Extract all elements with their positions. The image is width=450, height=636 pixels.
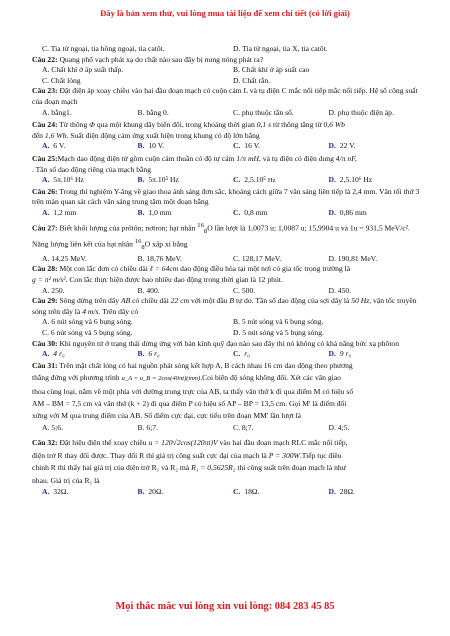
q32-label-c: C. (233, 486, 241, 496)
q24-value-c: 16 V. (244, 141, 261, 151)
q32-number: Câu 32: (32, 438, 58, 448)
q28-option-d: D. 450. (328, 285, 352, 295)
q27-number: Câu 27: (32, 223, 58, 233)
q24-text-3: từ thông tăng từ (273, 120, 322, 130)
q30-number: Câu 30: (32, 338, 58, 348)
q31-line-2b: .Coi biên độ sóng không đổi. Xét các vân giao (200, 373, 341, 383)
q29-options-row2 (32, 328, 424, 339)
q23-option-b: B. bằng 0. (137, 107, 169, 117)
q30-value-c: r₀ (244, 349, 250, 359)
q27-stem: Câu 27: Biết khối lượng của prôtôn; nơtron; hạt nhân $^{16}_8$O lần lượt là 1,0073 u; 1,0087 u; 15,9904 u và 1u = 931,5 MeV/c². Năng lượng liên kết của hạt nhân $^{16}_8$O xấp xỉ bằng (32, 221, 410, 252)
q25-unit-c: Hz (267, 177, 276, 185)
q25-options (32, 175, 424, 187)
q28-number: Câu 28: (32, 264, 58, 274)
q29-free-end: B (229, 296, 235, 306)
contact-footer: Mọi thắc mắc vui lòng xin vui lòng: 084 283 45 85 (115, 601, 335, 612)
q32-value-a: 32Ω. (53, 486, 69, 496)
q32-option-d (329, 487, 425, 498)
q24-flux-end: 1,6 Wb (44, 130, 67, 140)
q22-options-row1 (32, 65, 424, 76)
q22-option-a: A. Chất khí ở áp suất thấp. (42, 65, 124, 75)
q24-option-b (138, 141, 234, 152)
q30-stem (32, 339, 424, 350)
q28-text-1: Một con lắc đơn có chiều dài (59, 264, 148, 274)
q24-text-4: đến (32, 130, 43, 140)
q26-stem (32, 187, 424, 208)
q30-option-b (138, 349, 234, 360)
q25-value-a: 5π.10⁶ Hz (53, 175, 84, 185)
q27-option-d: D. 190,81 MeV. (328, 253, 378, 263)
q24-value-d: 22 V. (339, 141, 356, 151)
q30-label-d: D. (328, 349, 336, 359)
q30-option-c (233, 349, 329, 360)
q25-value-b: 5π.10⁵ Hz (148, 175, 179, 185)
q27-nucleus-1: O (207, 223, 213, 233)
preview-banner: Đây là bản xem thử, vui lòng mua tài liệu để xem chi tiết (có lời giải) (100, 8, 350, 18)
q24-label-d: D. (328, 141, 336, 151)
q26-option-d (329, 208, 425, 219)
q31-equation: u_A = u_B = 2cos(40πt)(mm) (121, 375, 201, 383)
q27-option-c: C. 128,17 MeV. (233, 253, 282, 263)
q28-option-c: C. 500. (233, 285, 256, 295)
q26-number: Câu 26: (32, 186, 58, 196)
q29-option-d: D. 5 nút sóng và 5 bụng sóng. (233, 327, 324, 337)
q29-text-1: Sóng dừng trên dây (59, 296, 120, 306)
q26-option-a (42, 208, 138, 219)
q22-option-b: B. Chất khí ở áp suất cao (233, 65, 310, 75)
q26-label-c: C. (233, 207, 241, 217)
q25-stem (32, 154, 424, 175)
q31-line-3: thoa cùng loại, nằm về một phía với đường trung trực của AB, ta thấy vân thứ k đi qua điểm M có hiệu số (32, 386, 354, 396)
q25-value-d: 2,5.10⁶ Hz (339, 175, 373, 185)
q32-text-2: vào hai đầu đoạn mạch RLC mắc nối tiếp, (219, 438, 348, 448)
q26-option-c (233, 208, 329, 219)
q29-stem (32, 296, 424, 317)
q28-gravity: g = π² m/s² (32, 274, 66, 284)
q28-stem (32, 264, 424, 285)
q29-text-4: tự do. Tần số dao động của sợi dây là (235, 296, 350, 306)
q29-text-5: vận tốc truyền sóng trên dây là (32, 296, 417, 316)
q30-option-a (42, 349, 138, 360)
q25-capacitance: 4/π nF, (335, 153, 357, 163)
q21-options (32, 44, 424, 55)
q23-options (32, 108, 424, 119)
q32-label-a: A. (42, 486, 50, 496)
q22-options-row2 (32, 76, 424, 87)
q24-options (32, 141, 424, 152)
q26-label-d: D. (328, 207, 336, 217)
q22-number: Câu 22: (32, 54, 58, 64)
q30-option-d (329, 349, 425, 360)
q30-text: Khi nguyên tử ở trạng thái dừng ứng với bán kính quỹ đạo nào sau đây thì nó không có khả năng bức xạ phôton (59, 338, 400, 348)
q23-option-d: D. phụ thuộc điện áp. (328, 107, 394, 117)
q29-string: AB (120, 296, 131, 306)
q28-option-a: A. 250. (42, 285, 65, 295)
q27-text-2: lần lượt là 1,0073 u; 1,0087 u; 15,9904 u và 1u = 931,5 MeV/c². Năng lượng liên kết của hạt nhân (32, 223, 410, 249)
q25-text-3: . Tần số dao động riêng của mạch bằng (32, 164, 152, 174)
q24-option-d (329, 141, 425, 152)
q31-option-c: C. 8;7. (233, 422, 254, 432)
q32-value-b: 20Ω. (148, 486, 164, 496)
q24-option-a (42, 141, 138, 152)
q24-label-b: B. (137, 141, 145, 151)
q27-option-b: B. 18,76 MeV. (137, 253, 182, 263)
q30-value-d: 9 r₀ (339, 349, 352, 359)
q31-line-5: xứng với M qua trung điểm của AB. Số điểm cực đại, cực tiểu trên đoạn MM' lần lượt là (32, 411, 302, 421)
q25-option-b (138, 175, 234, 187)
q28-option-b: B. 400. (137, 285, 160, 295)
question-list (32, 44, 424, 498)
q26-value-a: 1,2 mm (53, 207, 77, 217)
q32-label-b: B. (137, 486, 145, 496)
q29-speed: 4 m/s. (82, 306, 101, 316)
q24-text-5: . Suất điện động cảm ứng xuất hiện trong khung có độ lớn bằng (66, 130, 260, 140)
q25-option-c (233, 175, 329, 187)
q25-label-a: A. (42, 175, 50, 185)
q32-option-c (233, 487, 329, 498)
q31-options (32, 423, 424, 434)
q27-text-1: Biết khối lượng của prôtôn; nơtron; hạt nhân (59, 223, 196, 233)
q25-number: Câu 25: (32, 153, 58, 163)
q32-equation: u = 120√2cos(120πt)V (148, 438, 218, 448)
q22-text: Quang phổ vạch phát xạ do chất nào sau đây bị nung nóng phát ra? (59, 54, 264, 64)
q25-text-2: và tụ điện có điện dung (262, 153, 334, 163)
q32-line-3a: chỉnh R thì thấy hai giá trị của điện trở R₁ và R₂ mà (32, 463, 190, 473)
q24-value-a: 6 V. (53, 141, 66, 151)
q28-text-2: dao động điều hòa tại một nơi có gia tốc trọng trường là (180, 264, 351, 274)
q32-stem (32, 437, 424, 487)
q25-c-den: π (341, 153, 346, 163)
q28-options (32, 286, 424, 297)
q27-nucleus-2: O (144, 239, 151, 249)
q32-options (32, 487, 424, 498)
q31-line-4: AM – BM = 7,5 cm và vân thứ (k + 2) đi qua điểm P có hiệu số AP – BP = 13,5 cm. Gọi M' là điểm đối (32, 398, 347, 408)
q32-line-3b: thì công suất trên đoạn mạch là như (237, 463, 346, 473)
q25-c-num: 4 (335, 153, 340, 163)
q26-value-d: 0,86 mm (339, 207, 367, 217)
q24-label-c: C. (233, 141, 241, 151)
q29-number: Câu 29: (32, 296, 58, 306)
q32-line-2b: .Tiếp tục điều (299, 450, 342, 460)
q26-options (32, 208, 424, 219)
q29-text-6: Trên dây có (102, 306, 139, 316)
q30-options (32, 349, 424, 360)
q26-text: Trong thí nghiệm Y-âng về giao thoa ánh sáng đơn sắc, khoảng cách giữa 7 vân sáng liên tiếp là 2,4 mm. Vân tối thứ 3 trên màn quan sát cách vân sáng trung tâm một đoạn bằng (32, 186, 420, 207)
q32-option-b (138, 487, 234, 498)
q26-value-b: 1,0 mm (148, 207, 172, 217)
q29-option-a: A. 6 nút sóng và 6 bụng sóng. (42, 317, 133, 327)
q26-label-a: A. (42, 207, 50, 217)
q32-pmax: P = 300W (268, 450, 300, 460)
q29-option-c: C. 6 nút sóng và 5 bụng sóng. (42, 327, 133, 337)
q24-text-2: qua một khung dây biến đổi, trong khoảng thời gian (96, 120, 255, 130)
q29-length: 22 cm (170, 296, 190, 306)
q30-label-a: A. (42, 349, 50, 359)
q29-text-3: với một đầu (190, 296, 228, 306)
q31-line-2a: thẳng đứng với phương trình (32, 373, 120, 383)
q25-l-den: π (242, 153, 247, 163)
q25-value-c: 2,5.10⁵ (244, 175, 266, 185)
q31-number: Câu 31: (32, 360, 58, 370)
q32-label-d: D. (328, 486, 336, 496)
q24-stem (32, 120, 424, 141)
q23-number: Câu 23: (32, 86, 58, 96)
q23-stem (32, 86, 424, 107)
q30-value-a: 4 r₀ (53, 349, 65, 359)
q25-l-unit: mH, (248, 153, 261, 163)
q30-value-b: 6 r₀ (148, 349, 160, 359)
q31-line-1: Trên mặt chất lỏng có hai nguồn phát sóng kết hợp A, B cách nhau 16 cm dao động theo phương (59, 360, 353, 370)
q24-number: Câu 24: (32, 120, 58, 130)
q24-flux-symbol: Φ (89, 120, 95, 130)
q30-label-b: B. (137, 349, 145, 359)
q27-options (32, 254, 424, 265)
q25-label-c: C. (233, 175, 241, 185)
q25-inductance: 1/π mH, (236, 153, 261, 163)
q29-text-2: có chiều dài (132, 296, 169, 306)
q24-label-a: A. (42, 141, 50, 151)
q29-options-row1 (32, 317, 424, 328)
q26-value-c: 0,8 mm (244, 207, 268, 217)
q24-option-c (233, 141, 329, 152)
q32-ratio: R₁ = 0,5625R₂ (191, 463, 236, 473)
q31-stem (32, 360, 424, 423)
q32-text-1: Đặt hiệu điện thế xoay chiều (59, 438, 147, 448)
q24-value-b: 10 V. (148, 141, 165, 151)
q32-option-a (42, 487, 138, 498)
q21-option-c: C. Tia tử ngoại, tia hồng ngoại, tia catôt. (42, 44, 165, 53)
q23-option-a: A. bằng1. (42, 107, 72, 117)
q31-option-b: B. 6;7. (137, 422, 158, 432)
q32-line-4: nhau. Giá trị của R₁ là (32, 475, 100, 485)
q25-text-1: Mạch dao động điện từ gồm cuộn cảm thuần có độ tự cảm (57, 153, 235, 163)
q27-text-3: xấp xỉ bằng (152, 239, 188, 249)
q29-frequency: 50 Hz, (351, 296, 372, 306)
q25-label-b: B. (137, 175, 145, 185)
q22-option-d: D. Chất rắn. (233, 75, 271, 85)
q28-text-3: . Con lắc thực hiện được bao nhiêu dao động trong thời gian là 12 phút. (65, 274, 283, 284)
q26-label-b: B. (137, 207, 145, 217)
q32-value-d: 28Ω. (339, 486, 355, 496)
q30-label-c: C. (233, 349, 241, 359)
q28-length: ℓ = 64cm (149, 264, 179, 274)
q29-option-b: B. 5 nút sóng và 6 bụng sóng. (233, 317, 324, 327)
q25-l-num: 1 (236, 153, 241, 163)
q22-stem (32, 55, 424, 66)
q31-option-a: A. 5;6. (42, 422, 63, 432)
q26-option-b (138, 208, 234, 219)
q27-option-a: A. 14,25 MeV. (42, 253, 87, 263)
q21-option-d: D. Tia tử ngoại, tia X, tia catôt. (233, 44, 328, 53)
q24-flux-start: 0,6 Wb (323, 120, 345, 130)
q24-time: 0,1 s (256, 120, 272, 130)
q23-option-c: C. phụ thuộc tần số. (233, 107, 294, 117)
q25-label-d: D. (328, 175, 336, 185)
q22-option-c: C. Chất lỏng (42, 75, 81, 85)
q25-option-a (42, 175, 138, 187)
q25-c-unit: nF, (347, 153, 357, 163)
q24-text-1: Từ thông (59, 120, 88, 130)
q31-option-d: D. 4;5. (328, 422, 350, 432)
q23-text: Đặt điện áp xoay chiều vào hai đầu đoạn mạch có cuộn cảm L và tụ điện C mắc nối tiếp mắc nối tiếp. Hệ số công suất của đoạn mạch (32, 86, 418, 106)
q32-value-c: 18Ω. (244, 486, 260, 496)
q32-line-2a: điện trở R thay đổi được. Thay đổi R thì giá trị công suất cực đại của mạch là (32, 450, 267, 460)
q25-option-d (329, 175, 425, 187)
